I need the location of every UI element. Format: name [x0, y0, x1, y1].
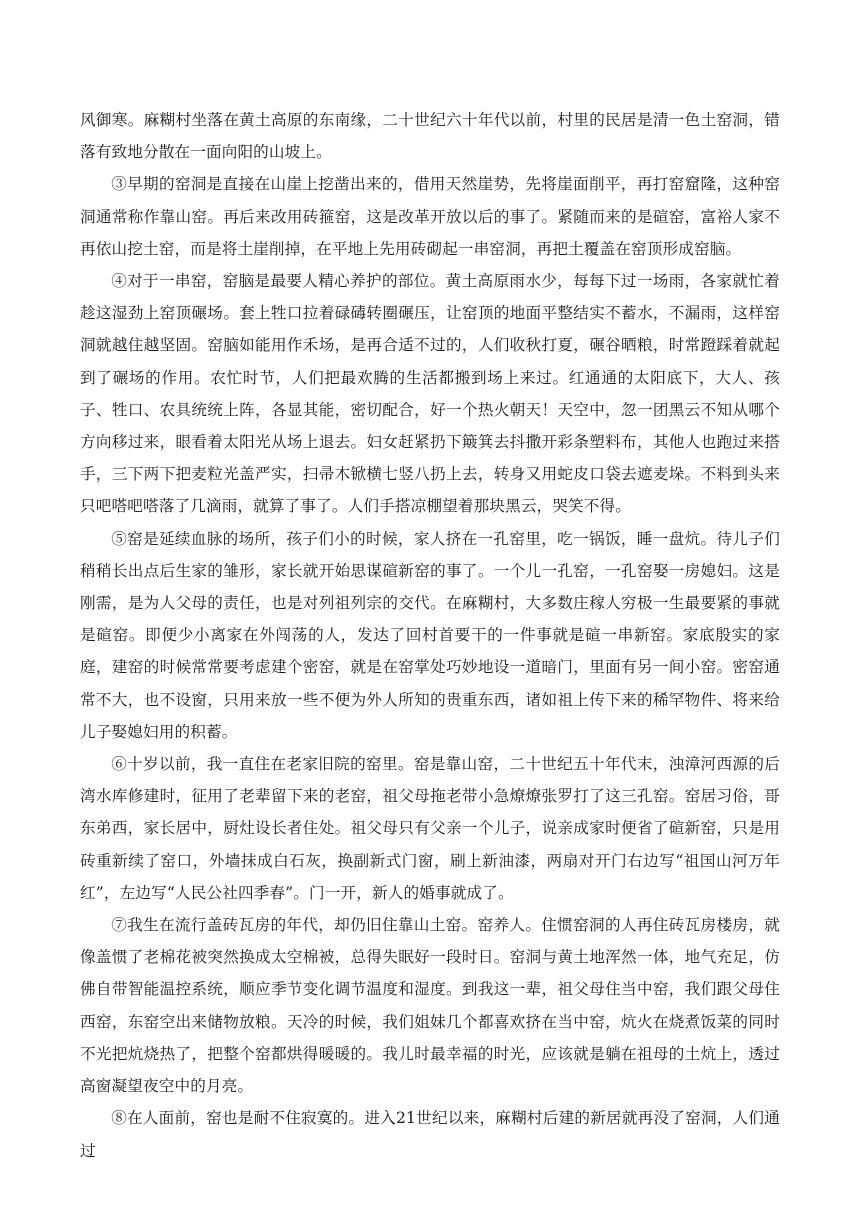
paragraph-3: ③早期的窑洞是直接在山崖上挖凿出来的，借用天然崖势，先将崖面削平，再打窑窟隆，这种窑洞通常称作靠山窑。再后来改用砖箍窑，这是改革开放以后的事了。紧随而来的是碹窑，富裕人家不再依山挖土窑，而是将土崖削掉，在平地上先用砖砌起一串窑洞，再把土覆盖在窑顶形成窑脑。 [80, 175, 780, 258]
paragraph-8: ⑧在人面前，窑也是耐不住寂寞的。进入21世纪以来，麻糊村后建的新居就再没了窑洞，人们通过 [80, 1109, 780, 1160]
paragraph-5: ⑤窑是延续血脉的场所，孩子们小的时候，家人挤在一孔窑里，吃一锅饭，睡一盘炕。待儿子们稍稍长出点后生家的雏形，家长就开始思谋碹新窑的事了。一个儿一孔窑，一孔窑娶一房媳妇。这是刚需，是为人父母的责任，也是对列祖列宗的交代。在麻糊村，大多数庄稼人穷极一生最要紧的事就是碹窑。即便少小离家在外闯荡的人，发达了回村首要干的一件事就是碹一串新窑。家底殷实的家庭，建窑的时候常常要考虑建个密窑，就是在窑掌处巧妙地设一道暗门，里面有另一间小窑。密窑通常不大，也不设窗，只用来放一些不便为外人所知的贵重东西，诸如祖上传下来的稀罕物件、将来给儿子娶媳妇用的积蓄。 [80, 529, 780, 741]
article-body [80, 104, 780, 1167]
paragraph-7: ⑦我生在流行盖砖瓦房的年代，却仍旧住靠山土窑。窑养人。住惯窑洞的人再住砖瓦房楼房，就像盖惯了老棉花被突然换成太空棉被，总得失眠好一段时日。窑洞与黄土地浑然一体，地气充足，仿佛自带智能温控系统，顺应季节变化调节温度和湿度。到我这一辈，祖父母住当中窑，我们跟父母住西窑，东窑空出来储物放粮。天冷的时候，我们姐妹几个都喜欢挤在当中窑，炕火在烧煮饭菜的同时不光把炕烧热了，把整个窑都烘得暖暖的。我儿时最幸福的时光，应该就是躺在祖母的土炕上，透过高窗凝望夜空中的月亮。 [80, 916, 780, 1096]
paragraph-4: ④对于一串窑，窑脑是最要人精心养护的部位。黄土高原雨水少，每每下过一场雨，各家就忙着趁这湿劲上窑顶碾场。套上牲口拉着碌碡转圈碾压，让窑顶的地面平整结实不蓄水，不漏雨，这样窑洞就越住越坚固。窑脑如能用作禾场，是再合适不过的，人们收秋打夏，碾谷晒粮，时常蹬踩着就起到了碾场的作用。农忙时节，人们把最欢腾的生活都搬到场上来过。红通通的太阳底下，大人、孩子、牲口、农具统统上阵，各显其能，密切配合，好一个热火朝天！天空中，忽一团黑云不知从哪个方向移过来，眼看着太阳光从场上退去。妇女赶紧扔下簸箕去抖撒开彩条塑料布，其他人也跑过来搭手，三下两下把麦粒光盖严实，扫帚木锨横七竖八扔上去，转身又用蛇皮口袋去遮麦垛。不料到头来只吧嗒吧嗒落了几滴雨，就算了事了。人们手搭凉棚望着那块黑云，哭笑不得。 [80, 272, 780, 516]
paragraph-6: ⑥十岁以前，我一直住在老家旧院的窑里。窑是靠山窑，二十世纪五十年代末，浊漳河西源的后湾水库修建时，征用了老辈留下来的老窑，祖父母拖老带小急燎燎张罗打了这三孔窑。窑居习俗，哥东弟西，家长居中，厨灶设长者住处。祖父母只有父亲一个儿子，说亲成家时便省了碹新窑，只是用砖重新续了窑口，外墙抹成白石灰，换副新式门窗，刷上新油漆，两扇对开门右边写“祖国山河万年红”，左边写“人民公社四季春”。门一开，新人的婚事就成了。 [80, 755, 780, 902]
paragraph-continued: 风御寒。麻糊村坐落在黄土高原的东南缘，二十世纪六十年代以前，村里的民居是清一色土窑洞，错落有致地分散在一面向阳的山坡上。 [80, 111, 780, 162]
